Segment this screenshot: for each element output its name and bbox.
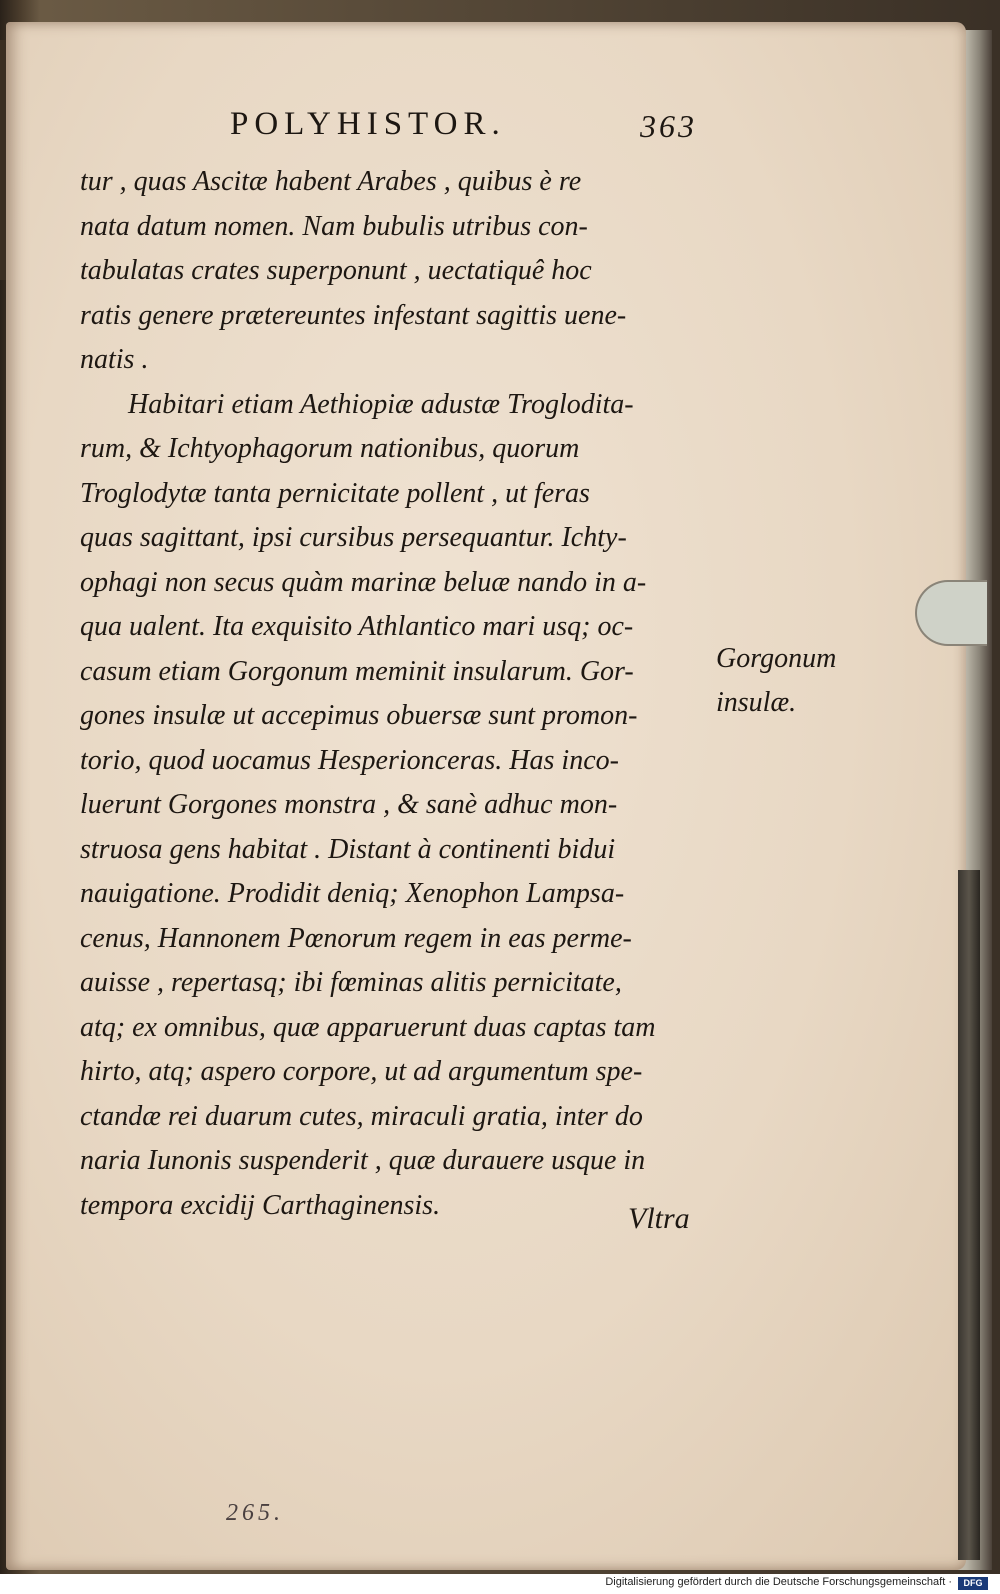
text-line: struosa gens habitat . Distant à continenti bidui bbox=[80, 833, 616, 865]
text-line: Troglodytæ tanta pernicitate pollent , ut feras bbox=[80, 477, 590, 509]
text-line: auisse , repertasq; ibi fœminas alitis pernicitate, bbox=[80, 967, 622, 998]
text-line: ctandæ rei duarum cutes, miraculi gratia, inter do bbox=[80, 1100, 643, 1132]
text-line: luerunt Gorgones monstra , & sanè adhuc mon- bbox=[80, 789, 618, 820]
page-number: 363 bbox=[640, 108, 697, 144]
text-line: tur , quas Ascitæ habent Arabes , quibus è re bbox=[80, 166, 582, 197]
marginal-note-line: insulæ. bbox=[716, 687, 797, 718]
text-line: casum etiam Gorgonum meminit insularum. Gor- bbox=[80, 655, 634, 687]
text-line: tabulatas crates superponunt , uectatiquê hoc bbox=[80, 255, 592, 286]
text-line: nauigatione. Prodidit deniq; Xenophon Lampsa- bbox=[80, 878, 625, 909]
marginal-note-line: Gorgonum bbox=[716, 643, 837, 674]
text-line: atq; ex omnibus, quæ apparuerunt duas captas tam bbox=[80, 1011, 656, 1043]
handwritten-shelfmark: 265. bbox=[226, 1500, 284, 1526]
text-line: torio, quod uocamus Hesperionceras. Has inco- bbox=[80, 744, 619, 776]
running-head: POLYHISTOR. bbox=[230, 106, 506, 142]
dfg-logo: DFG bbox=[958, 1577, 988, 1590]
text-line: quas sagittant, ipsi cursibus persequantur. Ichty- bbox=[80, 522, 627, 553]
page-edge-tab bbox=[915, 580, 987, 646]
text-line: gones insulæ ut accepimus obuersæ sunt promon- bbox=[80, 700, 638, 731]
cover-edge bbox=[958, 870, 980, 1560]
text-line: ratis genere prætereuntes infestant sagittis uene- bbox=[80, 299, 627, 331]
text-line: nata datum nomen. Nam bubulis utribus con- bbox=[80, 210, 588, 242]
text-line: qua ualent. Ita exquisito Athlantico mari usq; oc- bbox=[80, 611, 634, 642]
catchword: Vltra bbox=[628, 1202, 690, 1235]
main-text bbox=[80, 160, 720, 1228]
text-line: hirto, atq; aspero corpore, ut ad argumentum spe- bbox=[80, 1056, 643, 1087]
text-line: tempora excidij Carthaginensis. bbox=[80, 1189, 441, 1221]
text-line: ophagi non secus quàm marinæ beluæ nando in a- bbox=[80, 566, 647, 598]
text-line: Habitari etiam Aethiopiæ adustæ Troglodita- bbox=[128, 388, 634, 420]
text-line: natis . bbox=[80, 344, 149, 375]
text-line: cenus, Hannonem Pœnorum regem in eas perme- bbox=[80, 922, 632, 954]
marginal-note bbox=[716, 637, 836, 725]
text-line: rum, & Ichtyophagorum nationibus, quorum bbox=[80, 433, 580, 464]
footer-credit: Digitalisierung gefördert durch die Deutsche Forschungsgemeinschaft · bbox=[605, 1576, 952, 1588]
text-line: naria Iunonis suspenderit , quæ durauere usque in bbox=[80, 1145, 646, 1176]
